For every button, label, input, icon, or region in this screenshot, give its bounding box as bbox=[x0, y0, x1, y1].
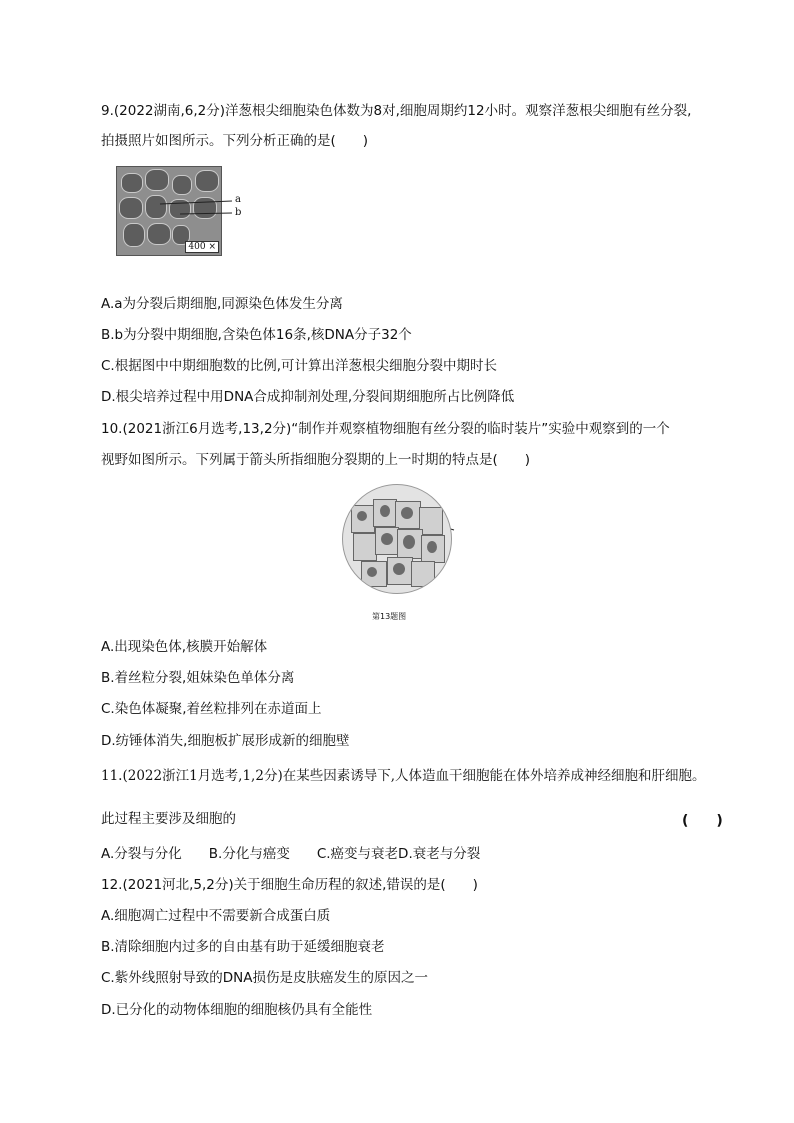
q9-stem-line1: 9.(2022湖南,6,2分)洋葱根尖细胞染色体数为8对,细胞周期约12小时。观察洋葱根尖细胞有丝分裂, bbox=[101, 103, 692, 119]
q12-stem: 12.(2021河北,5,2分)关于细胞生命历程的叙述,错误的是( ) bbox=[101, 877, 478, 893]
q10-stem-line2: 视野如图所示。下列属于箭头所指细胞分裂期的上一时期的特点是( ) bbox=[101, 452, 531, 468]
q10-stem-line1: 10.(2021浙江6月选考,13,2分)“制作并观察植物细胞有丝分裂的临时装片”实验中观察到的一个 bbox=[101, 421, 670, 437]
label-b: b bbox=[235, 207, 242, 218]
q11-stem-line1: 11.(2022浙江1月选考,1,2分)在某些因素诱导下,人体造血干细胞能在体外培养成神经细胞和肝细胞。 bbox=[101, 768, 706, 784]
label-a: a bbox=[235, 194, 241, 205]
plant-cell-mitosis-field bbox=[342, 484, 452, 594]
q12-option-b: B.清除细胞内过多的自由基有助于延缓细胞衰老 bbox=[101, 939, 385, 955]
q9-option-a: A.a为分裂后期细胞,同源染色体发生分离 bbox=[101, 296, 343, 312]
q9-option-c: C.根据图中中期细胞数的比例,可计算出洋葱根尖细胞分裂中期时长 bbox=[101, 358, 498, 374]
q10-option-b: B.着丝粒分裂,姐妹染色单体分离 bbox=[101, 670, 295, 686]
figure-caption: 第13题图 bbox=[372, 612, 407, 621]
q11-options: A.分裂与分化 B.分化与癌变 C.癌变与衰老D.衰老与分裂 bbox=[101, 846, 481, 862]
q11-stem-line2: 此过程主要涉及细胞的 bbox=[101, 811, 236, 827]
q10-option-c: C.染色体凝聚,着丝粒排列在赤道面上 bbox=[101, 701, 322, 717]
q9-option-d: D.根尖培养过程中用DNA合成抑制剂处理,分裂间期细胞所占比例降低 bbox=[101, 389, 515, 405]
q10-option-a: A.出现染色体,核膜开始解体 bbox=[101, 639, 268, 655]
q12-option-c: C.紫外线照射导致的DNA损伤是皮肤癌发生的原因之一 bbox=[101, 970, 428, 986]
q11-answer-paren: ( ) bbox=[682, 813, 723, 829]
q9-option-b: B.b为分裂中期细胞,含染色体16条,核DNA分子32个 bbox=[101, 327, 412, 343]
q9-stem-line2: 拍摄照片如图所示。下列分析正确的是( ) bbox=[101, 133, 369, 149]
q10-option-d: D.纺锤体消失,细胞板扩展形成新的细胞壁 bbox=[101, 733, 350, 749]
q12-option-d: D.已分化的动物体细胞的细胞核仍具有全能性 bbox=[101, 1002, 373, 1018]
magnification-label: 400 × bbox=[185, 241, 219, 253]
q12-option-a: A.细胞凋亡过程中不需要新合成蛋白质 bbox=[101, 908, 331, 924]
